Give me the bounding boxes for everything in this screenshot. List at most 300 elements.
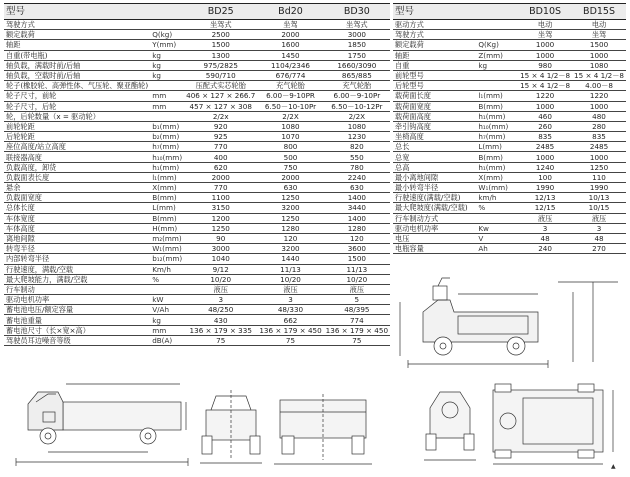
model-value: 1600: [257, 40, 323, 50]
model-value: 15 × 4 1/2－8: [572, 70, 626, 80]
model-value: 坐驾式: [184, 20, 257, 30]
bds-side-view-drawing: [388, 272, 626, 372]
model-value: 1250: [184, 223, 257, 233]
spec-label: 驱动方式: [393, 20, 476, 30]
spec-label: 后轮轮距: [4, 132, 150, 142]
spec-label: 额定载荷: [4, 30, 150, 40]
spec-label: 牵引钩高度: [393, 121, 476, 131]
model-value: 3000: [184, 244, 257, 254]
model-value: 620: [184, 162, 257, 172]
model-value: 865/885: [324, 70, 390, 80]
spec-label: 最大爬坡能力，满载/空载: [4, 274, 150, 284]
model-value: 1250: [572, 162, 626, 172]
spec-label: 前轮型号: [393, 70, 476, 80]
header-unit: [476, 4, 518, 20]
spec-label: 轴负载，满载时前/后轴: [4, 60, 150, 70]
model-value: 1070: [257, 132, 323, 142]
model-value: 260: [518, 121, 572, 131]
model-value: 3440: [324, 203, 390, 213]
left-spec-row: [4, 20, 390, 30]
model-value: 12/13: [518, 193, 572, 203]
left-spec-row: [4, 223, 390, 233]
spec-unit: [476, 70, 518, 80]
model-value: 457 × 127 × 308: [184, 101, 257, 111]
left-spec-row: [4, 81, 390, 91]
model-value: 1000: [572, 101, 626, 111]
spec-label: 轴距: [393, 50, 476, 60]
model-value: 480: [572, 111, 626, 121]
model-value: 48: [572, 233, 626, 243]
model-value: 10/13: [572, 193, 626, 203]
spec-label: 总宽: [393, 152, 476, 162]
right-spec-row: [393, 213, 626, 223]
model-value: 1280: [257, 223, 323, 233]
model-value: 坐驾: [572, 30, 626, 40]
model-value: 15 × 4 1/2－8: [520, 81, 571, 91]
left-spec-row: [4, 244, 390, 254]
model-value: 液压: [518, 213, 572, 223]
model-value: 1220: [572, 91, 626, 101]
model-value: 2500: [184, 30, 257, 40]
model-value: 820: [324, 142, 390, 152]
model-value: 630: [257, 183, 323, 193]
spec-unit: B(mm): [150, 193, 184, 203]
model-value: 1300: [184, 50, 257, 60]
spec-unit: [150, 20, 184, 30]
model-value: 48/330: [257, 305, 323, 315]
model-value: 1080: [324, 121, 390, 131]
spec-label: 悬余: [4, 183, 150, 193]
spec-label: 内部转弯半径: [4, 254, 150, 264]
spec-label: 自重(带电瓶): [4, 50, 150, 60]
model-value: 75: [257, 335, 323, 345]
spec-unit: Ah: [476, 244, 518, 254]
spec-unit: Kw: [476, 223, 518, 233]
spec-unit: Z(mm): [476, 50, 518, 60]
right-spec-row: [393, 20, 626, 30]
right-spec-row: [393, 172, 626, 182]
spec-unit: b₁₂(mm): [152, 254, 183, 264]
spec-label: 最小离地间隙: [393, 172, 476, 182]
spec-label: 轴距: [4, 40, 150, 50]
header-model-name: BD15S: [572, 4, 626, 20]
spec-unit: Y(mm): [150, 40, 184, 50]
model-value: 坐驾式: [324, 20, 390, 30]
model-value: 1990: [572, 183, 626, 193]
spec-label: 前轮轮距: [4, 121, 150, 131]
model-value: 9/12: [184, 264, 257, 274]
model-value: 1400: [324, 193, 390, 203]
spec-label: 电瓶容量: [393, 244, 476, 254]
spec-unit: V/Ah: [150, 305, 184, 315]
spec-unit: h₇(mm): [476, 132, 518, 142]
model-value: 3000: [324, 30, 390, 40]
spec-label: 行车制动方式: [393, 213, 476, 223]
spec-table-bd-series: [4, 3, 390, 346]
spec-unit: B(mm): [476, 152, 518, 162]
model-value: 6.50－10-10Pr: [257, 101, 323, 111]
model-value: 6.00－9-10PR: [257, 91, 323, 101]
left-spec-row: [4, 254, 390, 264]
spec-unit: kg: [150, 70, 184, 80]
right-spec-row: [393, 193, 626, 203]
spec-unit: X(mm): [150, 183, 184, 193]
truck-side-view-drawing: [8, 372, 193, 472]
model-value: 3: [257, 295, 323, 305]
header-model-label: 型号: [393, 4, 476, 20]
header-model-name: Bd20: [257, 4, 323, 20]
model-value: 4.00－8: [572, 81, 626, 91]
truck-rear-view-drawing: [268, 392, 378, 472]
model-value: 120: [257, 233, 323, 243]
model-value: 676/774: [257, 70, 323, 80]
model-value: 电动: [518, 20, 572, 30]
model-value: 662: [257, 315, 323, 325]
model-value: 10/20: [257, 274, 323, 284]
spec-label: 驾驶员耳边噪音等级: [4, 335, 150, 345]
model-value: 1500: [184, 40, 257, 50]
header-model-name: BD30: [324, 4, 390, 20]
spec-label: 转弯半径: [4, 244, 150, 254]
spec-label: 座位高度/站立高度: [4, 142, 150, 152]
bds-front-view-drawing: [420, 378, 480, 468]
left-spec-row: [4, 305, 390, 315]
header-model-name: BD10S: [518, 4, 572, 20]
spec-unit: W₁(mm): [150, 244, 184, 254]
model-value: 坐驾: [257, 20, 323, 30]
model-value: 1000: [518, 40, 572, 50]
spec-label: 最大爬坡度(满载/空载): [393, 203, 476, 213]
model-value: 10/20: [184, 274, 257, 284]
spec-unit: mm: [150, 91, 184, 101]
model-value: 2000: [257, 172, 323, 182]
model-value: 1250: [257, 193, 323, 203]
truck-front-view-drawing: [196, 388, 266, 470]
spec-unit: km/h: [476, 193, 518, 203]
spec-label: 载荷面长度: [393, 91, 476, 101]
spec-label: 驱动电机功率: [393, 223, 476, 233]
left-spec-row: [4, 183, 390, 193]
spec-unit: [150, 81, 184, 91]
right-spec-row: [393, 70, 626, 80]
spec-unit: X(mm): [476, 172, 518, 182]
model-value: 90: [184, 233, 257, 243]
model-value: 1040: [184, 254, 257, 264]
model-value: 液压: [257, 284, 323, 294]
model-value: 774: [324, 315, 390, 325]
spec-unit: l₁(mm): [476, 91, 518, 101]
right-spec-row: [393, 111, 626, 121]
model-value: 1660/3090: [324, 60, 390, 70]
spec-unit: [476, 30, 518, 40]
right-spec-row: [393, 142, 626, 152]
model-value: 1200: [184, 213, 257, 223]
model-value: 2/2X: [257, 111, 323, 121]
model-value: 280: [572, 121, 626, 131]
right-spec-row: [393, 132, 626, 142]
spec-label: 离地间隙: [4, 233, 150, 243]
model-value: 270: [572, 244, 626, 254]
model-value: 835: [518, 132, 572, 142]
model-value: 1400: [324, 213, 390, 223]
spec-unit: [476, 20, 518, 30]
model-value: 770: [184, 183, 257, 193]
model-value: 136 × 179 × 450: [325, 325, 389, 335]
spec-label: 负载面表长度: [4, 172, 150, 182]
model-value: 630: [324, 183, 390, 193]
model-value: 充气轮胎: [324, 81, 390, 91]
model-value: 11/13: [257, 264, 323, 274]
model-value: 1100: [184, 193, 257, 203]
spec-unit: %: [150, 274, 184, 284]
model-value: 100: [518, 172, 572, 182]
model-value: 1280: [324, 223, 390, 233]
spec-unit: h₁(mm): [476, 111, 518, 121]
spec-unit: H(mm): [150, 223, 184, 233]
spec-table-bds-series: [393, 3, 626, 254]
spec-unit: W₁(mm): [476, 183, 518, 193]
model-value: 48: [518, 233, 572, 243]
spec-unit: Q(Kg): [476, 40, 518, 50]
spec-label: 蓄电池重量: [4, 315, 150, 325]
model-value: 1450: [257, 50, 323, 60]
model-value: 5: [324, 295, 390, 305]
model-value: 3200: [257, 203, 323, 213]
spec-label: 驱动电机功率: [4, 295, 150, 305]
left-spec-header-row: [4, 4, 390, 20]
spec-label: 载荷面高度: [393, 111, 476, 121]
spec-unit: kg: [150, 315, 184, 325]
model-value: 6.00－9-10Pr: [324, 91, 390, 101]
model-value: 1990: [518, 183, 572, 193]
spec-unit: Km/h: [150, 264, 184, 274]
model-value: 1000: [572, 152, 626, 162]
model-value: 920: [184, 121, 257, 131]
model-value: 3: [184, 295, 257, 305]
model-value: 1000: [518, 152, 572, 162]
spec-unit: kg: [476, 60, 518, 70]
bds-top-view-drawing: [483, 380, 621, 470]
model-value: 12/15: [518, 203, 572, 213]
model-value: 750: [257, 162, 323, 172]
spec-unit: h₁(mm): [150, 162, 184, 172]
spec-label: 蓄电池电压/额定容量: [4, 305, 150, 315]
right-spec-row: [393, 91, 626, 101]
left-spec-row: [4, 121, 390, 131]
spec-unit: mm: [150, 101, 184, 111]
model-value: 1000: [572, 50, 626, 60]
left-spec-row: [4, 325, 390, 335]
model-value: 75: [324, 335, 390, 345]
spec-label: 轮子尺寸，后轮: [4, 101, 150, 111]
model-value: 240: [518, 244, 572, 254]
spec-label: 轮子(橡胶轮、高弹性体、气压轮、聚亚酯轮): [6, 81, 149, 91]
left-spec-row: [4, 203, 390, 213]
model-value: 液压: [572, 213, 626, 223]
model-value: 1104/2346: [257, 60, 323, 70]
model-value: 10/20: [324, 274, 390, 284]
model-value: 坐驾: [518, 30, 572, 40]
spec-unit: h₁₀(mm): [152, 152, 183, 162]
model-value: 430: [184, 315, 257, 325]
model-value: 1080: [257, 121, 323, 131]
right-spec-row: [393, 81, 626, 91]
left-spec-row: [4, 132, 390, 142]
spec-label: 轮子尺寸，前轮: [4, 91, 150, 101]
spec-unit: B(mm): [150, 213, 184, 223]
header-model-name: BD25: [184, 4, 257, 20]
model-value: 2/2X: [324, 111, 390, 121]
spec-label: 后轮型号: [393, 81, 476, 91]
left-spec-row: [4, 315, 390, 325]
spec-unit: Q(kg): [150, 30, 184, 40]
right-spec-row: [393, 60, 626, 70]
right-spec-row: [393, 244, 626, 254]
spec-label: 载荷面宽度: [393, 101, 476, 111]
spec-unit: [476, 81, 518, 91]
model-value: 3: [518, 223, 572, 233]
model-value: 406 × 127 × 266.7: [186, 91, 256, 101]
spec-label: 车体宽度: [4, 213, 150, 223]
model-value: 1500: [572, 40, 626, 50]
model-value: 800: [257, 142, 323, 152]
spec-unit: kg: [150, 50, 184, 60]
model-value: 3: [572, 223, 626, 233]
spec-unit: mm: [150, 325, 184, 335]
left-spec-row: [4, 233, 390, 243]
spec-label: 轴负载，空载时前/后轴: [4, 70, 150, 80]
left-spec-row: [4, 101, 390, 111]
model-value: 550: [324, 152, 390, 162]
spec-label: 额定载荷: [393, 40, 476, 50]
model-value: 48/395: [324, 305, 390, 315]
model-value: 6.50－10-12Pr: [324, 101, 390, 111]
model-value: 1850: [324, 40, 390, 50]
model-value: 1240: [518, 162, 572, 172]
model-value: 1220: [518, 91, 572, 101]
model-value: 电动: [572, 20, 626, 30]
model-value: 10/15: [572, 203, 626, 213]
spec-label: 行驶速度(满载/空载): [393, 193, 476, 203]
left-spec-row: [4, 70, 390, 80]
model-value: 460: [518, 111, 572, 121]
model-value: 2000: [257, 30, 323, 40]
spec-label: 总高: [393, 162, 476, 172]
right-spec-row: [393, 223, 626, 233]
spec-label: 行车制动: [4, 284, 150, 294]
left-spec-row: [4, 91, 390, 101]
model-value: 136 × 179 × 450: [259, 325, 322, 335]
spec-unit: m₂(mm): [150, 233, 184, 243]
spec-label: 负载高度，卸货: [4, 162, 150, 172]
model-value: 1080: [572, 60, 626, 70]
model-value: 1230: [324, 132, 390, 142]
right-spec-row: [393, 121, 626, 131]
spec-label: 最小转弯半径: [393, 183, 476, 193]
model-value: 2000: [184, 172, 257, 182]
model-value: 110: [572, 172, 626, 182]
spec-unit: kg: [150, 60, 184, 70]
spec-unit: h₁₀(mm): [476, 121, 518, 131]
spec-unit: kW: [150, 295, 184, 305]
spec-unit: dB(A): [150, 335, 184, 345]
model-value: 充气轮胎: [257, 81, 323, 91]
model-value: 1750: [324, 50, 390, 60]
spec-label: 驾驶方式: [393, 30, 476, 40]
spec-label: 行驶速度，满载/空载: [4, 264, 150, 274]
right-spec-row: [393, 183, 626, 193]
model-value: 3200: [257, 244, 323, 254]
page-mark: ▲: [611, 463, 616, 470]
left-spec-row: [4, 274, 390, 284]
spec-unit: l₁(mm): [150, 172, 184, 182]
left-spec-row: [4, 213, 390, 223]
right-spec-row: [393, 50, 626, 60]
model-value: 780: [324, 162, 390, 172]
right-spec-row: [393, 101, 626, 111]
left-spec-row: [4, 142, 390, 152]
header-unit: [150, 4, 184, 20]
model-value: 48/250: [184, 305, 257, 315]
spec-unit: B(mm): [476, 101, 518, 111]
spec-label: 车体高度: [4, 223, 150, 233]
left-spec-row: [4, 50, 390, 60]
spec-label: 蓄电池尺寸（长×宽×高）: [4, 325, 150, 335]
spec-unit: [150, 284, 184, 294]
spec-unit: V: [476, 233, 518, 243]
model-value: 3150: [184, 203, 257, 213]
spec-label: 负载面宽度: [4, 193, 150, 203]
model-value: 1000: [518, 101, 572, 111]
spec-unit: b₁(mm): [150, 121, 184, 131]
left-spec-row: [4, 172, 390, 182]
spec-label: 总体长度: [4, 203, 150, 213]
spec-unit: b₂(mm): [150, 132, 184, 142]
left-spec-row: [4, 335, 390, 345]
left-spec-row: [4, 152, 390, 162]
spec-unit: [476, 213, 518, 223]
model-value: 835: [572, 132, 626, 142]
model-value: 120: [324, 233, 390, 243]
right-spec-header-row: [393, 4, 626, 20]
spec-unit: L(mm): [150, 203, 184, 213]
right-spec-row: [393, 30, 626, 40]
model-value: 400: [184, 152, 257, 162]
right-spec-row: [393, 233, 626, 243]
model-value: 975/2825: [184, 60, 257, 70]
model-value: 500: [257, 152, 323, 162]
right-spec-row: [393, 152, 626, 162]
header-model-label: 型号: [4, 4, 150, 20]
model-value: 75: [184, 335, 257, 345]
left-spec-row: [4, 111, 390, 121]
model-value: 136 × 179 × 335: [184, 325, 257, 335]
spec-unit: h₇(mm): [150, 142, 184, 152]
left-spec-row: [4, 284, 390, 294]
spec-label: 电压: [393, 233, 476, 243]
right-spec-row: [393, 40, 626, 50]
model-value: 液压: [324, 284, 390, 294]
model-value: 1500: [324, 254, 390, 264]
spec-label: 驾驶方式: [4, 20, 150, 30]
model-value: 压配式实芯轮胎: [184, 81, 257, 91]
model-value: 590/710: [184, 70, 257, 80]
model-value: 2/2x: [184, 111, 257, 121]
model-value: 2240: [324, 172, 390, 182]
model-value: 925: [184, 132, 257, 142]
left-spec-row: [4, 162, 390, 172]
right-spec-row: [393, 162, 626, 172]
